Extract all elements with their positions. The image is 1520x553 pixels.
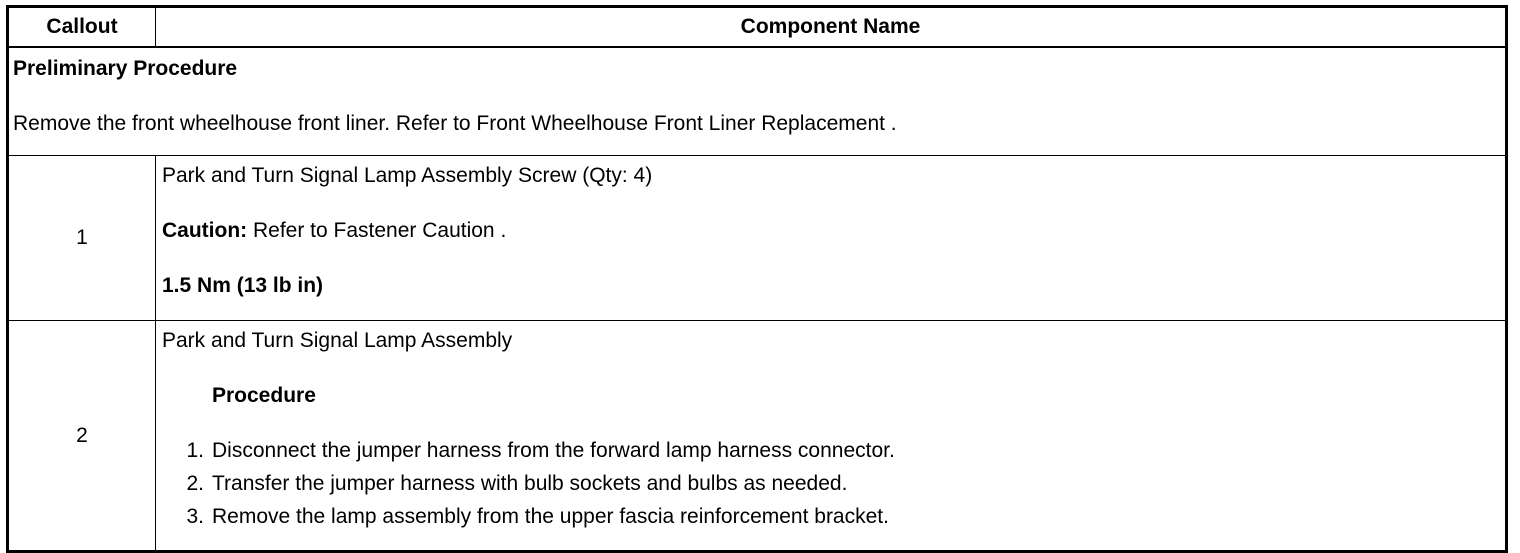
- caution-line: [162, 219, 1499, 243]
- caution-label: Caution:: [162, 219, 248, 242]
- component-cell: [156, 156, 1507, 321]
- list-item: [186, 505, 1499, 538]
- callout-number: 1: [8, 156, 156, 321]
- preliminary-cell: [8, 47, 1507, 156]
- procedure-heading: Procedure: [212, 384, 316, 407]
- caution-text: Refer to Fastener Caution .: [247, 219, 507, 242]
- table-row: [8, 321, 1507, 552]
- preliminary-row: [8, 47, 1507, 156]
- table-row: [8, 156, 1507, 321]
- header-row: [8, 7, 1507, 48]
- step-text: Remove the lamp assembly from the upper fascia reinforcement bracket.: [212, 505, 889, 528]
- list-item: [186, 472, 1499, 505]
- list-item: [186, 439, 1499, 472]
- step-number: 3.: [186, 505, 204, 528]
- component-name: Park and Turn Signal Lamp Assembly Screw (Qty: 4): [162, 164, 653, 187]
- step-number: 2.: [186, 472, 204, 495]
- procedure-steps: [162, 439, 1499, 538]
- procedure-table: [6, 5, 1508, 553]
- torque-spec: 1.5 Nm (13 lb in): [162, 274, 324, 297]
- callout-header: Callout: [8, 7, 156, 48]
- preliminary-title: Preliminary Procedure: [13, 57, 238, 80]
- component-name: Park and Turn Signal Lamp Assembly: [162, 329, 513, 352]
- step-text: Transfer the jumper harness with bulb sockets and bulbs as needed.: [212, 472, 848, 495]
- component-name-header: Component Name: [156, 7, 1507, 48]
- component-cell: [156, 321, 1507, 552]
- step-text: Disconnect the jumper harness from the forward lamp harness connector.: [212, 439, 895, 462]
- step-number: 1.: [186, 439, 204, 462]
- callout-number: 2: [8, 321, 156, 552]
- preliminary-text: Remove the front wheelhouse front liner. Refer to Front Wheelhouse Front Liner Replacement .: [13, 112, 897, 135]
